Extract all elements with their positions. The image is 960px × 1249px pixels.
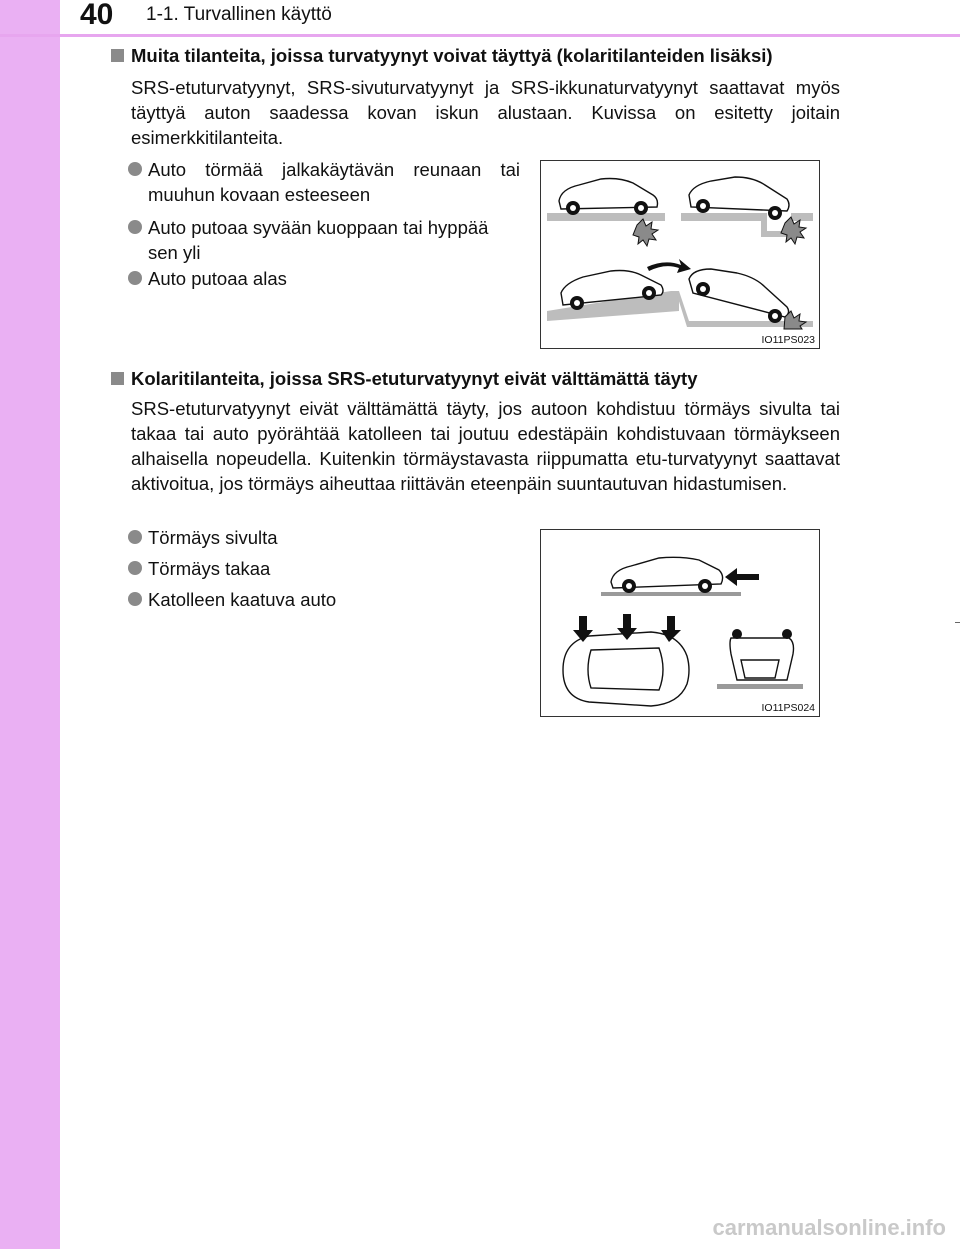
figure-code: IO11PS023 [761,334,815,346]
bullet-dot-icon [128,592,142,606]
bullet-dot-icon [128,561,142,575]
section-paragraph: SRS-etuturvatyynyt eivät välttämättä täyty, jos autoon kohdistuu törmäys sivulta tai takaa tai auto pyörähtää katolleen tai joutuu edestäpäin kohdistuvaan törmäykseen alhaisella nopeudella. Kuitenkin törmäystavasta riippumatta etu-turvatyynyt saattavat aktivoitua, jos törmäys aiheuttaa riittävän eteenpäin suuntautuvan hidastumisen. [131,398,840,494]
square-bullet-icon [111,372,124,385]
section-heading-no-deploy [111,368,698,390]
margin-tick [955,622,960,623]
section-paragraph: SRS-etuturvatyynyt, SRS-sivuturvatyynyt ja SRS-ikkunaturvatyynyt saattavat myös täyttyä auton saadessa kovan iskun alustaan. Kuvissa on esitetty joitain esimerkkitilanteita. [131,77,840,148]
list-item [128,525,388,550]
list-item-text: Törmäys takaa [148,558,271,579]
list-item [128,587,388,612]
figure-road-impacts [540,160,820,349]
bullet-dot-icon [128,220,142,234]
section-heading-text: Kolaritilanteita, joissa SRS-etuturvatyynyt eivät välttämättä täyty [131,368,698,389]
chapter-title: 1-1. Turvallinen käyttö [146,4,332,25]
section-heading-other-situations [111,45,773,67]
figure-code: IO11PS024 [761,702,815,714]
bullet-dot-icon [128,271,142,285]
collision-types-illustration [541,530,819,716]
bullet-dot-icon [128,530,142,544]
list-item-text: Auto törmää jalkakäytävän reunaan tai muuhun kovaan esteeseen [148,159,520,205]
list-item-text: Katolleen kaatuva auto [148,589,337,610]
list-item [128,215,520,265]
bullet-dot-icon [128,162,142,176]
header-rule [0,34,960,37]
list-item [128,556,388,581]
list-item-text: Törmäys sivulta [148,527,278,548]
list-item [128,157,520,207]
road-impact-illustration [541,161,819,348]
page-number: 40 [80,0,114,31]
list-item-text: Auto putoaa alas [148,268,287,289]
side-color-band [0,0,60,1249]
list-item [128,266,520,291]
watermark: carmanualsonline.info [712,1215,946,1240]
figure-collision-types [540,529,820,717]
section-heading-text: Muita tilanteita, joissa turvatyynyt voivat täyttyä (kolaritilanteiden lisäksi) [131,45,773,66]
square-bullet-icon [111,49,124,62]
list-item-text: Auto putoaa syvään kuoppaan tai hyppää sen yli [148,217,489,263]
